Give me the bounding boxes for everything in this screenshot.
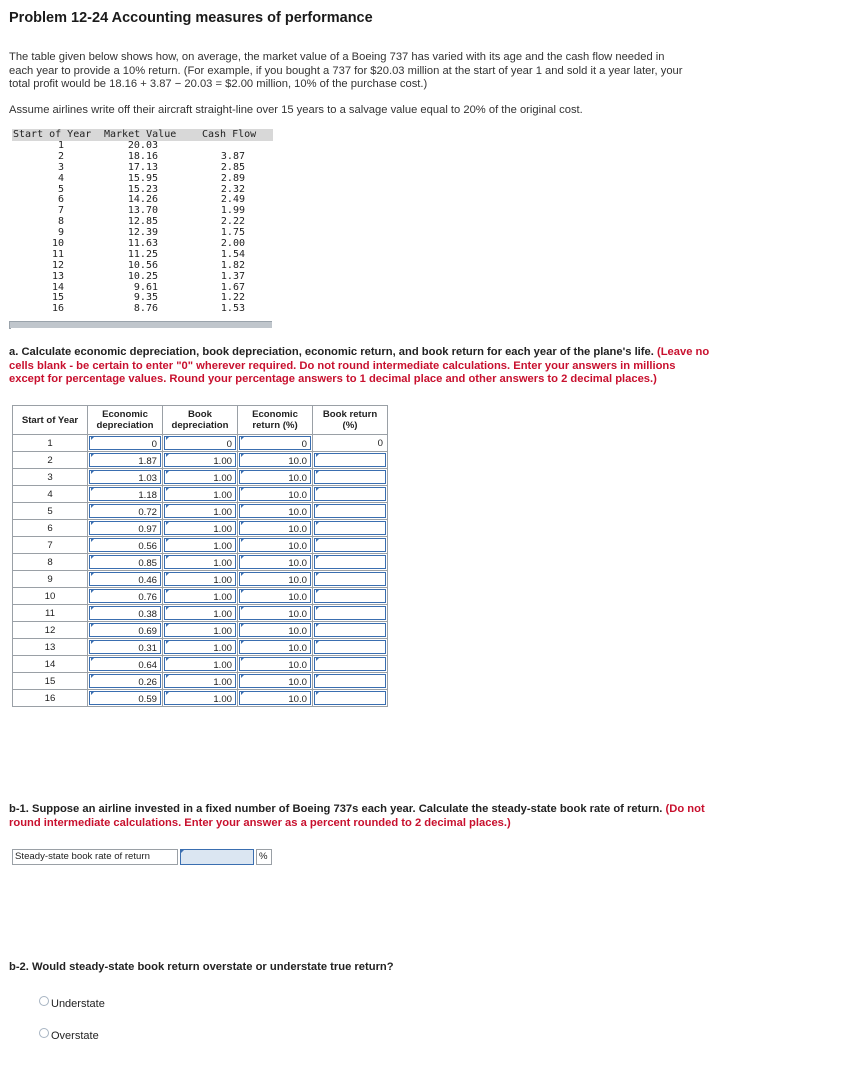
part-b1-instruction: (Do not <box>665 803 705 815</box>
answer-flag-icon <box>316 538 320 542</box>
cell-value: 10.0 <box>288 456 307 467</box>
economic-return-input[interactable] <box>238 605 313 622</box>
year-cell: 7 <box>57 205 64 217</box>
year-cell: 9 <box>57 227 64 239</box>
cell-value: 1.00 <box>213 694 232 705</box>
cash-flow-cell: 1.22 <box>220 292 245 304</box>
market-value-cell: 15.95 <box>127 172 158 184</box>
book-return-input[interactable] <box>313 537 388 554</box>
book-depreciation-input[interactable] <box>163 690 238 707</box>
horizontal-scrollbar[interactable] <box>10 321 272 328</box>
book-return-input[interactable] <box>313 673 388 690</box>
year-cell: 12 <box>13 622 88 639</box>
part-a-instruction: (Leave no <box>656 346 710 358</box>
book-depreciation-input[interactable] <box>163 537 238 554</box>
book-depreciation-input[interactable] <box>163 554 238 571</box>
year-cell: 16 <box>13 690 88 707</box>
cell-value: 1.00 <box>213 507 232 518</box>
year-cell: 14 <box>13 656 88 673</box>
cell-value: 0.46 <box>138 575 157 586</box>
answer-flag-icon <box>166 470 170 474</box>
intro-line: each year to provide a 10% return. (For example, if you bought a 737 for $20.03 million at the start of year 1 and sold it a year later, your <box>9 64 683 77</box>
year-cell: 8 <box>13 554 88 571</box>
book-return-input[interactable] <box>313 520 388 537</box>
year-cell: 2 <box>13 452 88 469</box>
steady-state-row <box>12 849 274 865</box>
year-cell: 6 <box>57 194 64 206</box>
year-cell: 2 <box>57 150 64 162</box>
cell-value: 0.38 <box>138 609 157 620</box>
answer-flag-icon <box>91 470 95 474</box>
answer-flag-icon <box>166 623 170 627</box>
cash-flow-cell: 1.75 <box>220 227 245 239</box>
market-value-cell: 12.85 <box>127 216 158 228</box>
cash-flow-cell: 3.87 <box>220 150 245 162</box>
economic-depreciation-input[interactable] <box>88 656 163 673</box>
economic-return-input[interactable] <box>238 520 313 537</box>
col-book-depreciation: Book depreciation <box>163 406 238 435</box>
answer-flag-icon <box>166 436 170 440</box>
intro-line: The table given below shows how, on average, the market value of a Boeing 737 has varied with its age and the cash flow needed in <box>9 51 665 63</box>
cell-value: 0 <box>226 439 232 450</box>
market-value-table-body <box>12 141 273 315</box>
answer-row <box>13 520 388 537</box>
cell-value: 10.0 <box>288 643 307 654</box>
answer-flag-icon <box>316 657 320 661</box>
answer-flag-icon <box>91 521 95 525</box>
economic-return-input[interactable] <box>238 690 313 707</box>
economic-return-input[interactable] <box>238 571 313 588</box>
answer-row <box>13 571 388 588</box>
answer-flag-icon <box>91 538 95 542</box>
year-cell: 10 <box>13 588 88 605</box>
answer-flag-icon <box>241 623 245 627</box>
answer-flag-icon <box>166 674 170 678</box>
cell-value: 10.0 <box>288 677 307 688</box>
answer-flag-icon <box>241 589 245 593</box>
year-cell: 10 <box>51 238 64 250</box>
data-row <box>12 304 273 315</box>
economic-depreciation-input[interactable] <box>88 605 163 622</box>
cell-value: 10.0 <box>288 558 307 569</box>
market-value-cell: 15.23 <box>127 183 158 195</box>
cell-value: 0.69 <box>138 626 157 637</box>
cell-value: 0.85 <box>138 558 157 569</box>
answer-row <box>13 503 388 520</box>
answer-flag-icon <box>91 640 95 644</box>
economic-depreciation-input[interactable] <box>88 588 163 605</box>
answer-flag-icon <box>166 691 170 695</box>
economic-depreciation-input[interactable] <box>88 673 163 690</box>
cash-flow-cell: 1.99 <box>220 205 245 217</box>
part-b1-text: b-1. Suppose an airline invested in a fixed number of Boeing 737s each year. Calculate the steady-state book rate of return. <box>9 803 663 815</box>
answer-flag-icon <box>241 555 245 559</box>
economic-return-input[interactable] <box>238 554 313 571</box>
cell-value: 1.00 <box>213 643 232 654</box>
cell-value: 10.0 <box>288 694 307 705</box>
year-cell: 15 <box>51 292 64 304</box>
answer-flag-icon <box>91 487 95 491</box>
answer-flag-icon <box>316 504 320 508</box>
cell-value: 1.00 <box>213 541 232 552</box>
book-return-input[interactable] <box>313 571 388 588</box>
answer-flag-icon <box>166 487 170 491</box>
market-value-cell: 14.26 <box>127 194 158 206</box>
radio-overstate[interactable] <box>39 1030 99 1042</box>
answer-flag-icon <box>91 674 95 678</box>
intro-line: total profit would be 18.16 + 3.87 − 20.03 = $2.00 million, 10% of the purchase cost.) <box>9 78 428 90</box>
book-depreciation-input[interactable] <box>163 605 238 622</box>
cell-value: 0.31 <box>138 643 157 654</box>
cell-value: 10.0 <box>288 541 307 552</box>
answer-flag-icon <box>91 606 95 610</box>
market-value-cell: 11.25 <box>127 248 158 260</box>
cell-value: 1.00 <box>213 456 232 467</box>
answer-flag-icon <box>316 521 320 525</box>
answer-flag-icon <box>166 453 170 457</box>
answer-flag-icon <box>166 657 170 661</box>
cell-value: 1.00 <box>213 473 232 484</box>
cell-value: 1.00 <box>213 524 232 535</box>
economic-depreciation-input[interactable] <box>88 537 163 554</box>
market-value-cell: 8.76 <box>133 303 158 315</box>
radio-label: Overstate <box>51 1030 99 1042</box>
book-depreciation-input[interactable] <box>163 435 238 452</box>
answer-flag-icon <box>91 572 95 576</box>
cell-value: 0.59 <box>138 694 157 705</box>
book-return-input[interactable] <box>313 469 388 486</box>
cell-value: 10.0 <box>288 575 307 586</box>
market-value-cell: 20.03 <box>127 140 158 151</box>
cash-flow-cell: 1.37 <box>220 270 245 282</box>
economic-return-input[interactable] <box>238 588 313 605</box>
market-value-cell: 10.25 <box>127 270 158 282</box>
percent-unit: % <box>256 849 272 865</box>
cell-value: 0.76 <box>138 592 157 603</box>
book-return-input[interactable] <box>313 486 388 503</box>
economic-return-input[interactable] <box>238 639 313 656</box>
cell-value: 0 <box>301 439 307 450</box>
cell-value: 0 <box>377 438 383 449</box>
book-return-input[interactable] <box>313 503 388 520</box>
answer-row <box>13 673 388 690</box>
cell-value: 10.0 <box>288 524 307 535</box>
col-start-of-year: Start of Year <box>13 406 88 435</box>
economic-return-input[interactable] <box>238 452 313 469</box>
cash-flow-cell: 1.53 <box>220 303 245 315</box>
cell-value: 0.26 <box>138 677 157 688</box>
cell-value: 0.56 <box>138 541 157 552</box>
year-cell: 5 <box>13 503 88 520</box>
answer-row <box>13 690 388 707</box>
cell-value: 1.00 <box>213 609 232 620</box>
answer-flag-icon <box>241 453 245 457</box>
book-depreciation-input[interactable] <box>163 469 238 486</box>
answer-flag-icon <box>316 589 320 593</box>
radio-circle-icon[interactable] <box>39 1028 49 1038</box>
data-row <box>12 272 273 283</box>
cell-value: 1.00 <box>213 660 232 671</box>
answer-flag-icon <box>316 623 320 627</box>
answer-table-body <box>13 435 388 707</box>
part-b2-question: b-2. Would steady-state book return overstate or understate true return? <box>9 961 394 973</box>
answer-row <box>13 537 388 554</box>
economic-depreciation-input[interactable] <box>88 486 163 503</box>
cell-value: 1.18 <box>138 490 157 501</box>
answer-row <box>13 469 388 486</box>
economic-depreciation-input[interactable] <box>88 554 163 571</box>
answer-flag-icon <box>166 589 170 593</box>
answer-flag-icon <box>316 555 320 559</box>
economic-return-input[interactable] <box>238 537 313 554</box>
economic-depreciation-input[interactable] <box>88 520 163 537</box>
book-depreciation-input[interactable] <box>163 588 238 605</box>
book-return-input[interactable] <box>313 435 388 452</box>
economic-depreciation-input[interactable] <box>88 639 163 656</box>
cell-value: 0 <box>151 439 157 450</box>
answer-flag-icon <box>91 504 95 508</box>
answer-flag-icon <box>91 453 95 457</box>
market-value-cell: 18.16 <box>127 150 158 162</box>
year-cell: 1 <box>13 435 88 452</box>
cash-flow-cell: 1.67 <box>220 281 245 293</box>
year-cell: 9 <box>13 571 88 588</box>
answer-row <box>13 554 388 571</box>
economic-depreciation-input[interactable] <box>88 452 163 469</box>
book-depreciation-input[interactable] <box>163 486 238 503</box>
cell-value: 10.0 <box>288 592 307 603</box>
cell-value: 10.0 <box>288 473 307 484</box>
steady-state-label: Steady-state book rate of return <box>12 849 178 865</box>
answer-flag-icon <box>316 674 320 678</box>
cash-flow-cell: 1.54 <box>220 248 245 260</box>
answer-flag-icon <box>316 572 320 576</box>
cell-value: 10.0 <box>288 609 307 620</box>
answer-flag-icon <box>316 691 320 695</box>
book-return-input[interactable] <box>313 639 388 656</box>
economic-depreciation-input[interactable] <box>88 690 163 707</box>
economic-return-input[interactable] <box>238 469 313 486</box>
answer-flag-icon <box>241 487 245 491</box>
book-depreciation-input[interactable] <box>163 656 238 673</box>
answer-flag-icon <box>166 538 170 542</box>
year-cell: 1 <box>57 140 64 151</box>
answer-flag-icon <box>241 521 245 525</box>
market-value-table <box>12 129 273 315</box>
answer-row <box>13 435 388 452</box>
answer-table <box>12 405 388 707</box>
year-cell: 5 <box>57 183 64 195</box>
year-cell: 3 <box>57 161 64 173</box>
header-market-value: Market Value <box>104 129 177 140</box>
answer-flag-icon <box>91 657 95 661</box>
market-value-cell: 17.13 <box>127 161 158 173</box>
col-economic-depreciation: Economic depreciation <box>88 406 163 435</box>
book-return-input[interactable] <box>313 554 388 571</box>
year-cell: 14 <box>51 281 64 293</box>
part-a-instruction: except for percentage values. Round your percentage answers to 1 decimal place and other answers to 2 decimal places.) <box>9 373 657 386</box>
market-value-cell: 9.35 <box>133 292 158 304</box>
book-depreciation-input[interactable] <box>163 452 238 469</box>
answer-flag-icon <box>91 691 95 695</box>
cash-flow-cell: 2.85 <box>220 161 245 173</box>
market-value-cell: 12.39 <box>127 227 158 239</box>
year-cell: 13 <box>51 270 64 282</box>
year-cell: 13 <box>13 639 88 656</box>
economic-depreciation-input[interactable] <box>88 571 163 588</box>
market-value-cell: 10.56 <box>127 259 158 271</box>
market-value-cell: 13.70 <box>127 205 158 217</box>
part-b1-instruction: round intermediate calculations. Enter your answer as a percent rounded to 2 decimal places.) <box>9 816 511 829</box>
cell-value: 10.0 <box>288 626 307 637</box>
data-row <box>12 174 273 185</box>
book-depreciation-input[interactable] <box>163 673 238 690</box>
answer-row <box>13 486 388 503</box>
cash-flow-cell: 2.89 <box>220 172 245 184</box>
cell-value: 1.00 <box>213 592 232 603</box>
year-cell: 11 <box>51 248 64 260</box>
cell-value: 1.00 <box>213 490 232 501</box>
answer-flag-icon <box>241 691 245 695</box>
answer-flag-icon <box>241 436 245 440</box>
year-cell: 4 <box>57 172 64 184</box>
cell-value: 10.0 <box>288 660 307 671</box>
answer-flag-icon <box>241 657 245 661</box>
answer-flag-icon <box>241 640 245 644</box>
book-return-input[interactable] <box>313 622 388 639</box>
answer-row <box>13 639 388 656</box>
answer-row <box>13 622 388 639</box>
year-cell: 3 <box>13 469 88 486</box>
book-return-input[interactable] <box>313 588 388 605</box>
answer-flag-icon <box>166 572 170 576</box>
book-return-input[interactable] <box>313 452 388 469</box>
answer-flag-icon <box>181 849 185 853</box>
cell-value: 1.87 <box>138 456 157 467</box>
answer-flag-icon <box>91 555 95 559</box>
year-cell: 4 <box>13 486 88 503</box>
book-depreciation-input[interactable] <box>163 639 238 656</box>
intro-text <box>9 51 683 92</box>
cell-value: 1.03 <box>138 473 157 484</box>
book-depreciation-input[interactable] <box>163 503 238 520</box>
economic-depreciation-input[interactable] <box>88 622 163 639</box>
col-book-return: Book return (%) <box>313 406 388 435</box>
economic-return-input[interactable] <box>238 673 313 690</box>
economic-return-input[interactable] <box>238 656 313 673</box>
cell-value: 10.0 <box>288 490 307 501</box>
answer-flag-icon <box>241 504 245 508</box>
header-cash-flow: Cash Flow <box>202 129 257 140</box>
year-cell: 6 <box>13 520 88 537</box>
economic-depreciation-input[interactable] <box>88 435 163 452</box>
answer-flag-icon <box>166 504 170 508</box>
economic-return-input[interactable] <box>238 435 313 452</box>
page-title: Problem 12-24 Accounting measures of performance <box>9 10 373 26</box>
answer-row <box>13 605 388 622</box>
answer-row <box>13 452 388 469</box>
answer-flag-icon <box>316 487 320 491</box>
answer-flag-icon <box>241 572 245 576</box>
cash-flow-cell: 2.22 <box>220 216 245 228</box>
cell-value: 1.00 <box>213 558 232 569</box>
answer-flag-icon <box>316 453 320 457</box>
radio-label: Understate <box>51 998 105 1010</box>
book-return-input[interactable] <box>313 605 388 622</box>
part-a-text: a. Calculate economic depreciation, book depreciation, economic return, and book return for each year of the plane's life. <box>9 346 654 358</box>
answer-flag-icon <box>241 470 245 474</box>
market-value-cell: 11.63 <box>127 238 158 250</box>
book-return-input[interactable] <box>313 690 388 707</box>
economic-return-input[interactable] <box>238 486 313 503</box>
economic-return-input[interactable] <box>238 503 313 520</box>
part-b1-question <box>9 803 705 830</box>
year-cell: 12 <box>51 259 64 271</box>
assumption-text: Assume airlines write off their aircraft straight-line over 15 years to a salvage value equal to 20% of the original cost. <box>9 104 583 116</box>
year-cell: 16 <box>51 303 64 315</box>
answer-flag-icon <box>166 521 170 525</box>
answer-flag-icon <box>241 674 245 678</box>
year-cell: 15 <box>13 673 88 690</box>
cell-value: 1.00 <box>213 575 232 586</box>
book-depreciation-input[interactable] <box>163 571 238 588</box>
cell-value: 10.0 <box>288 507 307 518</box>
cell-value: 1.00 <box>213 626 232 637</box>
answer-flag-icon <box>316 470 320 474</box>
cash-flow-cell: 1.82 <box>220 259 245 271</box>
radio-understate[interactable] <box>39 998 105 1010</box>
col-economic-return: Economic return (%) <box>238 406 313 435</box>
answer-flag-icon <box>241 538 245 542</box>
radio-circle-icon[interactable] <box>39 996 49 1006</box>
cash-flow-cell: 2.32 <box>220 183 245 195</box>
book-depreciation-input[interactable] <box>163 520 238 537</box>
cell-value: 0.64 <box>138 660 157 671</box>
part-a-question <box>9 346 709 387</box>
answer-flag-icon <box>91 589 95 593</box>
economic-depreciation-input[interactable] <box>88 503 163 520</box>
answer-flag-icon <box>316 640 320 644</box>
cell-value: 0.72 <box>138 507 157 518</box>
cell-value: 0.97 <box>138 524 157 535</box>
answer-flag-icon <box>166 555 170 559</box>
cash-flow-cell: 2.49 <box>220 194 245 206</box>
answer-flag-icon <box>91 623 95 627</box>
answer-flag-icon <box>316 606 320 610</box>
year-cell: 7 <box>13 537 88 554</box>
steady-state-input[interactable] <box>180 849 254 865</box>
market-value-cell: 9.61 <box>133 281 158 293</box>
answer-row <box>13 656 388 673</box>
book-depreciation-input[interactable] <box>163 622 238 639</box>
part-a-instruction: cells blank - be certain to enter "0" wherever required. Do not round intermediate calculations. Enter your answers in millions <box>9 359 676 372</box>
economic-depreciation-input[interactable] <box>88 469 163 486</box>
header-start-of-year: Start of Year <box>13 129 92 140</box>
book-return-input[interactable] <box>313 656 388 673</box>
cell-value: 1.00 <box>213 677 232 688</box>
year-cell: 8 <box>57 216 64 228</box>
economic-return-input[interactable] <box>238 622 313 639</box>
answer-flag-icon <box>166 640 170 644</box>
answer-row <box>13 588 388 605</box>
answer-flag-icon <box>166 606 170 610</box>
cash-flow-cell: 2.00 <box>220 238 245 250</box>
answer-flag-icon <box>91 436 95 440</box>
year-cell: 11 <box>13 605 88 622</box>
answer-flag-icon <box>241 606 245 610</box>
